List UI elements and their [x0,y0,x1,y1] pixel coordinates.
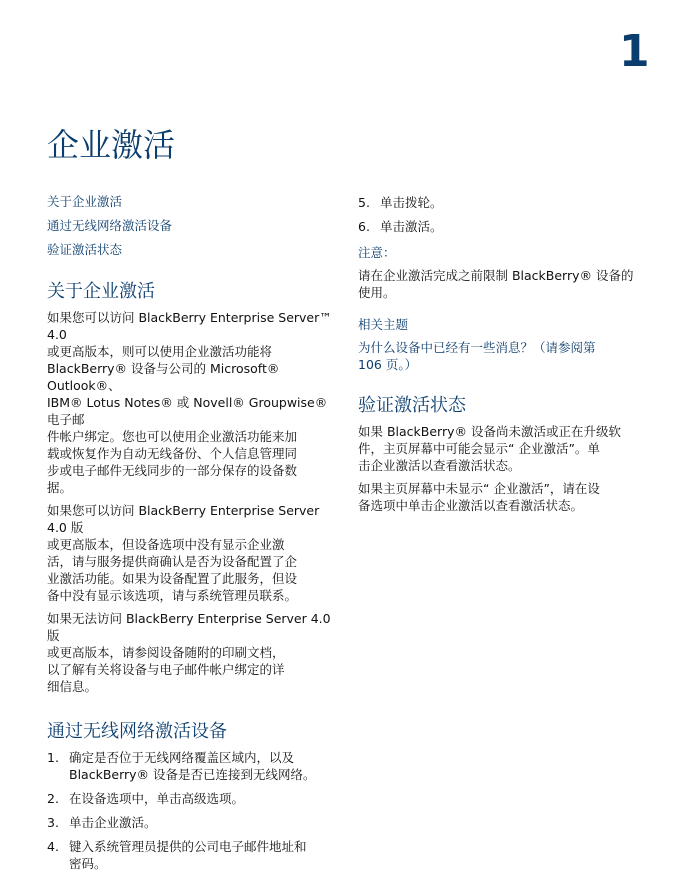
paragraph: 如果您可以访问 BlackBerry Enterprise Server™ 4.0 或更高版本，则可以使用企业激活功能将 BlackBerry® 设备与公司的 Microsoft® Outlook®、 IBM® Lotus Notes® 或 Novell® Groupwise® 电子邮 件帐户绑定。您也可以使用企业激活功能来加 载或恢复作为自动无线备份、个人信息管理同 步或电子邮件无线同步的一部分保存的设备数 据。 [47,310,332,495]
related-topic-link[interactable]: 为什么设备中已经有一些消息？（请参阅第 106 页。） [358,340,596,372]
paragraph: 如果您可以访问 BlackBerry Enterprise Server 4.0 版 或更高版本，但设备选项中没有显示企业激 活，请与服务提供商确认是否为设备配置了企 业激活功能。如果为设备配置了此服务，但设 备中没有显示该选项，请与系统管理员联系。 [47,503,320,603]
section-heading-ota: 通过无线网络激活设备 [47,721,227,742]
page-title: 企业激活 [47,126,176,164]
note-text: 请在企业激活完成之前限制 BlackBerry® 设备的 使用。 [358,268,634,300]
toc [47,194,337,258]
note-label: 注意： [358,245,396,260]
related-topics-label: 相关主题 [358,317,409,332]
step-number: 5. [358,195,370,210]
step-text: 单击企业激活。 [69,815,157,830]
step-number: 2. [47,791,59,806]
step-number: 3. [47,815,59,830]
left-column [47,194,337,879]
toc-link-ota[interactable]: 通过无线网络激活设备 [47,218,173,233]
step-number: 1. [47,750,59,765]
paragraph: 如果 BlackBerry® 设备尚未激活或正在升级软 件，主页屏幕中可能会显示“ 企业激活”。单 击企业激活以查看激活状态。 [358,424,621,473]
toc-link-verify[interactable]: 验证激活状态 [47,242,123,257]
paragraph: 如果无法访问 BlackBerry Enterprise Server 4.0 版 或更高版本，请参阅设备随附的印刷文档， 以了解有关将设备与电子邮件帐户绑定的详 细信息。 [47,611,331,694]
toc-link-about[interactable]: 关于企业激活 [47,194,123,209]
chapter-number: 1 [619,26,650,77]
step-text: 键入系统管理员提供的公司电子邮件地址和 密码。 [69,839,307,871]
step-text: 确定是否位于无线网络覆盖区域内，以及 BlackBerry® 设备是否已连接到无线网络。 [69,750,316,782]
section-about [47,277,337,695]
steps-list-continued [358,194,643,235]
step-text: 单击激活。 [380,219,443,234]
step-item [358,218,643,235]
step-item [47,749,337,783]
step-item [47,814,337,831]
step-number: 6. [358,219,370,234]
section-ota [47,717,337,872]
section-heading-about: 关于企业激活 [47,281,155,302]
step-item [358,194,643,211]
step-text: 单击拨轮。 [380,195,443,210]
step-item [47,838,337,872]
step-number: 4. [47,839,59,854]
section-verify [358,391,643,514]
step-item [47,790,337,807]
right-column [358,194,643,520]
step-text: 在设备选项中，单击高级选项。 [69,791,245,806]
steps-list [47,749,337,872]
section-heading-verify: 验证激活状态 [358,395,466,416]
paragraph: 如果主页屏幕中未显示“ 企业激活”，请在设 备选项中单击企业激活以查看激活状态。 [358,481,600,513]
